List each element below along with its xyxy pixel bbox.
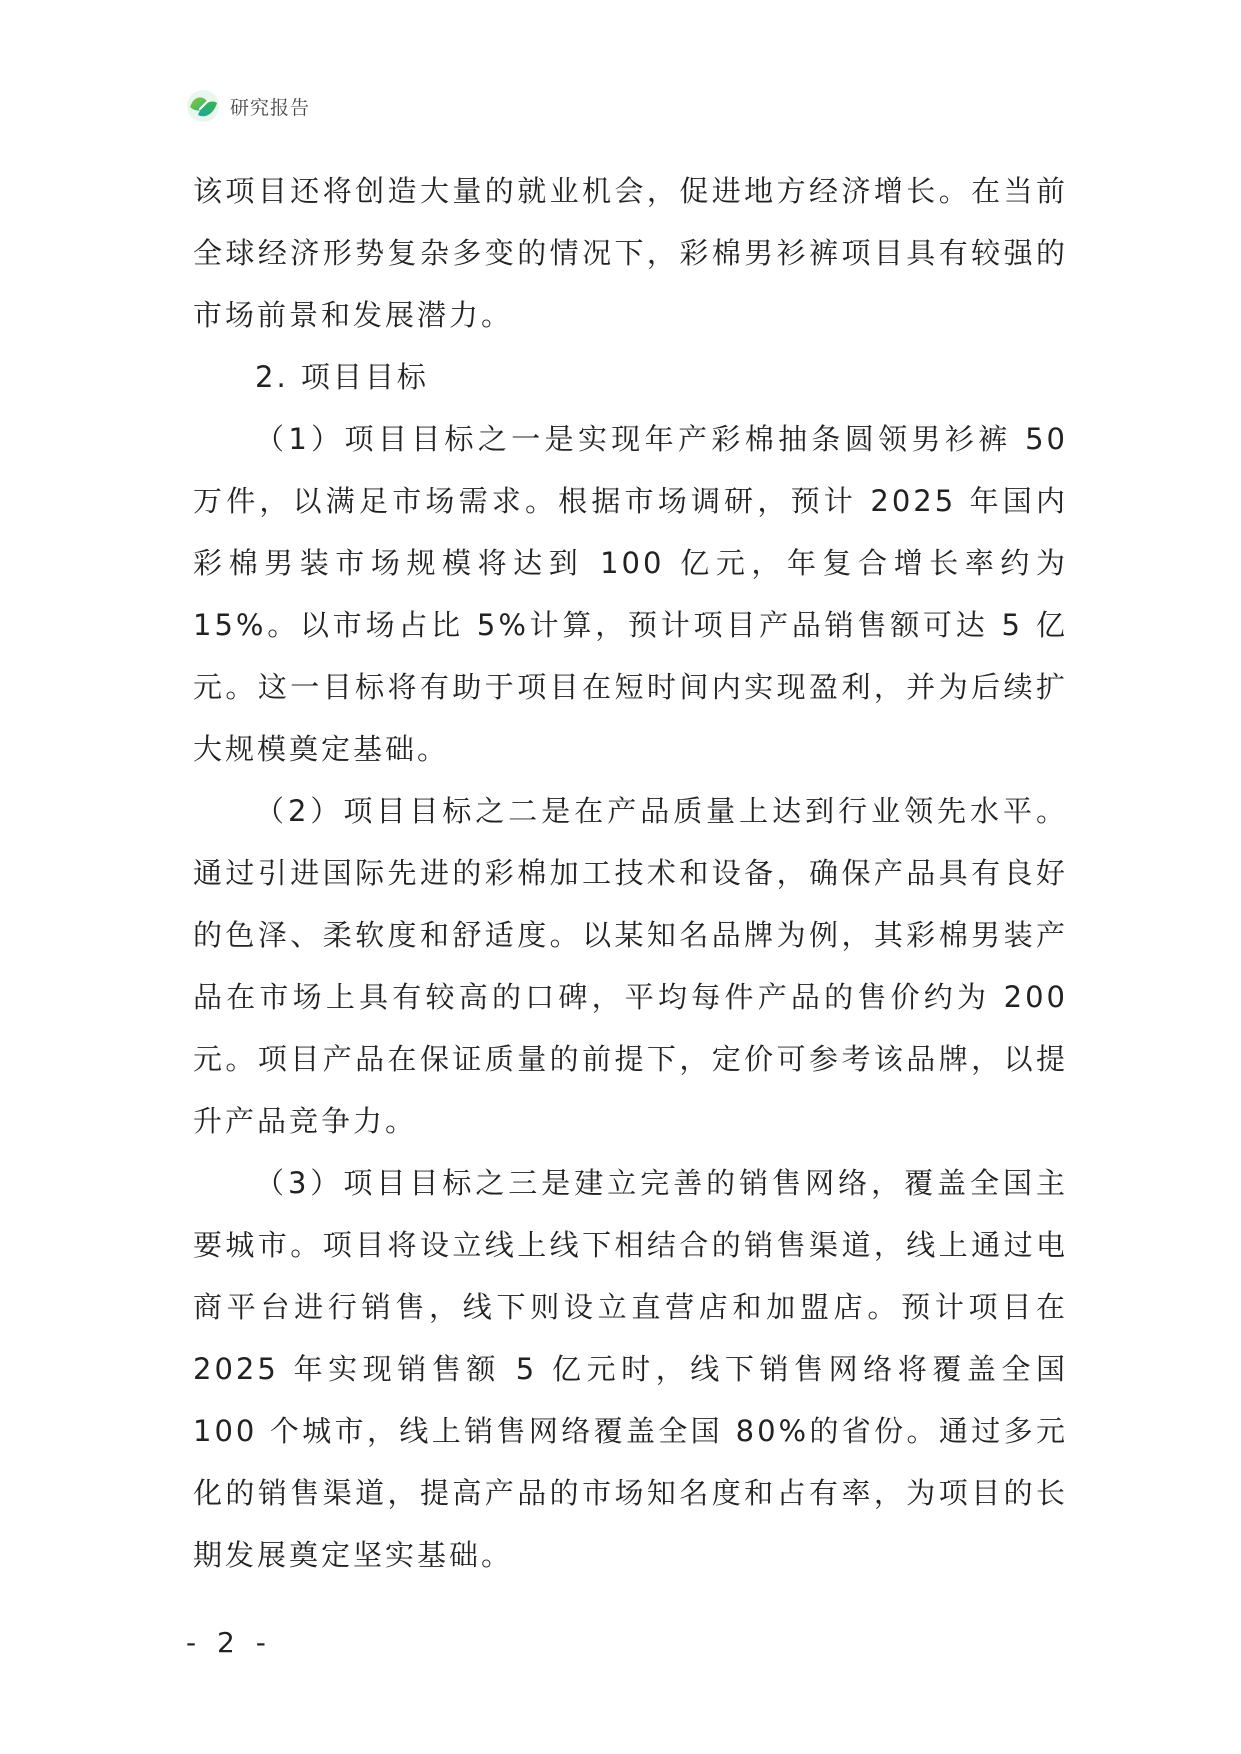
header-title: 研究报告 bbox=[230, 96, 311, 119]
paragraph-goal-1: （1）项目目标之一是实现年产彩棉抽条圆领男衫裤 50 万件，以满足市场需求。根据市场调研，预计 2025 年国内彩棉男装市场规模将达到 100 亿元，年复合增长率约为 15%。以市场占比 5%计算，预计项目产品销售额可达 5 亿元。这一目标将有助于项目在短时间内实现盈利，并为后续扩大规模奠定基础。 bbox=[193, 422, 1068, 766]
page-number: - 2 - bbox=[186, 1626, 272, 1659]
page-header bbox=[186, 88, 310, 124]
paragraph-intro: 该项目还将创造大量的就业机会，促进地方经济增长。在当前全球经济形势复杂多变的情况下，彩棉男衫裤项目具有较强的市场前景和发展潜力。 bbox=[193, 174, 1068, 332]
document-body bbox=[193, 160, 1068, 1586]
section-heading: 2. 项目目标 bbox=[255, 360, 429, 394]
leaf-logo-icon bbox=[186, 89, 220, 123]
paragraph-goal-2: （2）项目目标之二是在产品质量上达到行业领先水平。通过引进国际先进的彩棉加工技术和设备，确保产品具有良好的色泽、柔软度和舒适度。以某知名品牌为例，其彩棉男装产品在市场上具有较高的口碑，平均每件产品的售价约为 200 元。项目产品在保证质量的前提下，定价可参考该品牌，以提升产品竞争力。 bbox=[193, 794, 1068, 1138]
paragraph-goal-3: （3）项目目标之三是建立完善的销售网络，覆盖全国主要城市。项目将设立线上线下相结合的销售渠道，线上通过电商平台进行销售，线下则设立直营店和加盟店。预计项目在 2025 年实现销售额 5 亿元时，线下销售网络将覆盖全国 100 个城市，线上销售网络覆盖全国 80%的省份。通过多元化的销售渠道，提高产品的市场知名度和占有率，为项目的长期发展奠定坚实基础。 bbox=[193, 1166, 1068, 1572]
